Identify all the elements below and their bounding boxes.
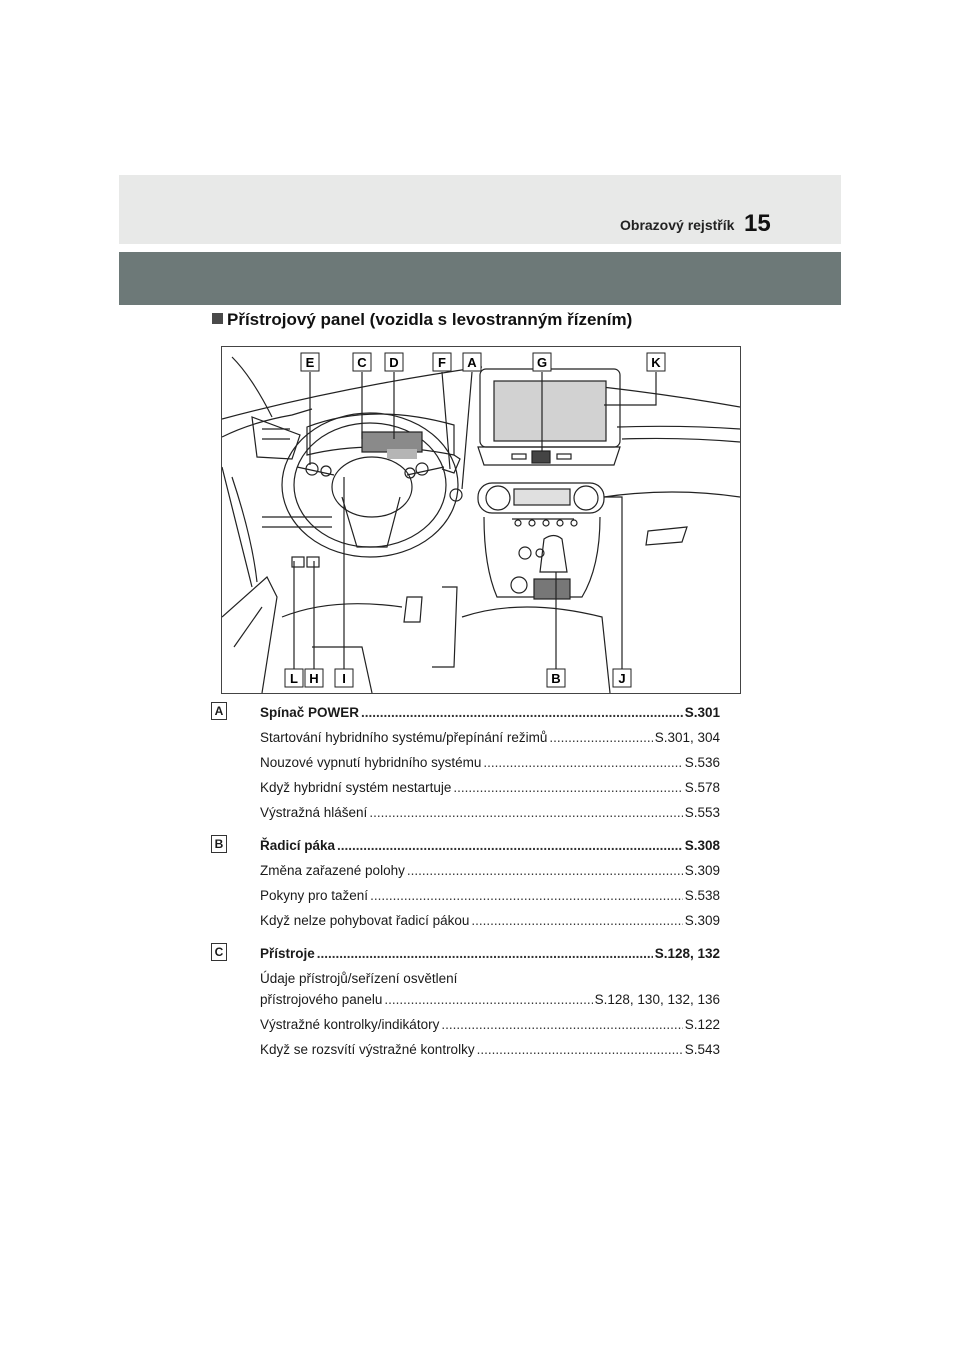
page-ref[interactable]: S.301 [684, 705, 720, 720]
instrument-panel-illustration [221, 346, 741, 694]
page-ref[interactable]: S.308 [684, 838, 720, 853]
dashboard-drawing [222, 347, 740, 693]
callout-label: I [342, 671, 346, 686]
entry-sub-row[interactable]: Změna zařazené polohy ..... S.309 [260, 858, 720, 883]
entry-main-row[interactable] [260, 833, 720, 858]
entry-sub-row[interactable]: Když nelze pohybovat řadicí pákou ..... S.309 [260, 908, 720, 933]
section-title: Obrazový rejstřík [620, 217, 735, 233]
entry-shift-lever [211, 833, 751, 933]
title-band [119, 252, 841, 305]
page-ref[interactable]: S.122 [684, 1017, 720, 1032]
entry-sub-row[interactable]: Výstražné kontrolky/indikátory ..... S.122 [260, 1012, 720, 1037]
entry-main-row[interactable] [260, 700, 720, 725]
callout-label: H [309, 671, 319, 686]
callout-label: F [438, 355, 446, 370]
entry-power-switch [211, 700, 751, 825]
page-ref[interactable]: S.543 [684, 1042, 720, 1057]
callout-label: L [290, 671, 298, 686]
callout-label: B [551, 671, 561, 686]
page-ref[interactable]: S.301, 304 [654, 730, 720, 745]
page-ref[interactable]: S.536 [684, 755, 720, 770]
index-entries [211, 700, 751, 1070]
callout-label: A [467, 355, 477, 370]
entry-title: Spínač POWER [260, 705, 360, 720]
section-heading [212, 310, 632, 330]
page-number: 15 [744, 210, 771, 237]
page-ref[interactable]: S.553 [684, 805, 720, 820]
header-band [119, 175, 841, 244]
entry-sub-row[interactable]: Když se rozsvítí výstražné kontrolky ..... S.543 [260, 1037, 720, 1062]
entry-sub-row[interactable]: Nouzové vypnutí hybridního systému ..... S.536 [260, 750, 720, 775]
entry-meters [211, 941, 751, 1062]
page-ref[interactable]: S.128, 132 [654, 946, 720, 961]
callout-label: J [618, 671, 626, 686]
callout-label: G [536, 355, 548, 370]
page-ref[interactable]: S.538 [684, 888, 720, 903]
page-ref[interactable]: S.578 [684, 780, 720, 795]
bullet-square-icon [212, 313, 223, 324]
entry-key-badge: A [211, 702, 227, 720]
entry-main-row[interactable] [260, 941, 720, 966]
entry-key-badge: B [211, 835, 227, 853]
entry-title: Přístroje [260, 946, 315, 961]
page-ref[interactable]: S.128, 130, 132, 136 [594, 992, 720, 1007]
entry-sub-row[interactable]: Startování hybridního systému/přepínání režimů ..... S.301, 304 [260, 725, 720, 750]
page-ref[interactable]: S.309 [684, 863, 720, 878]
entry-key-badge: C [211, 943, 227, 961]
page-ref[interactable]: S.309 [684, 913, 720, 928]
entry-sub-row[interactable]: přístrojového panelu ..... S.128, 130, 132, 136 [260, 987, 720, 1012]
entry-title: Řadicí páka [260, 838, 336, 853]
entry-sub-row[interactable]: Pokyny pro tažení ..... S.538 [260, 883, 720, 908]
callout-label: K [651, 355, 661, 370]
callout-label: D [389, 355, 399, 370]
entry-sub-row-line1: Údaje přístrojů/seřízení osvětlení [260, 971, 458, 986]
callout-label: E [305, 355, 315, 370]
entry-sub-row[interactable]: Když hybridní systém nestartuje ..... S.578 [260, 775, 720, 800]
dash-line [222, 367, 482, 419]
entry-sub-row[interactable]: Výstražná hlášení ..... S.553 [260, 800, 720, 825]
section-heading-text: Přístrojový panel (vozidla s levostranným řízením) [227, 310, 633, 329]
callout-label: C [357, 355, 367, 370]
